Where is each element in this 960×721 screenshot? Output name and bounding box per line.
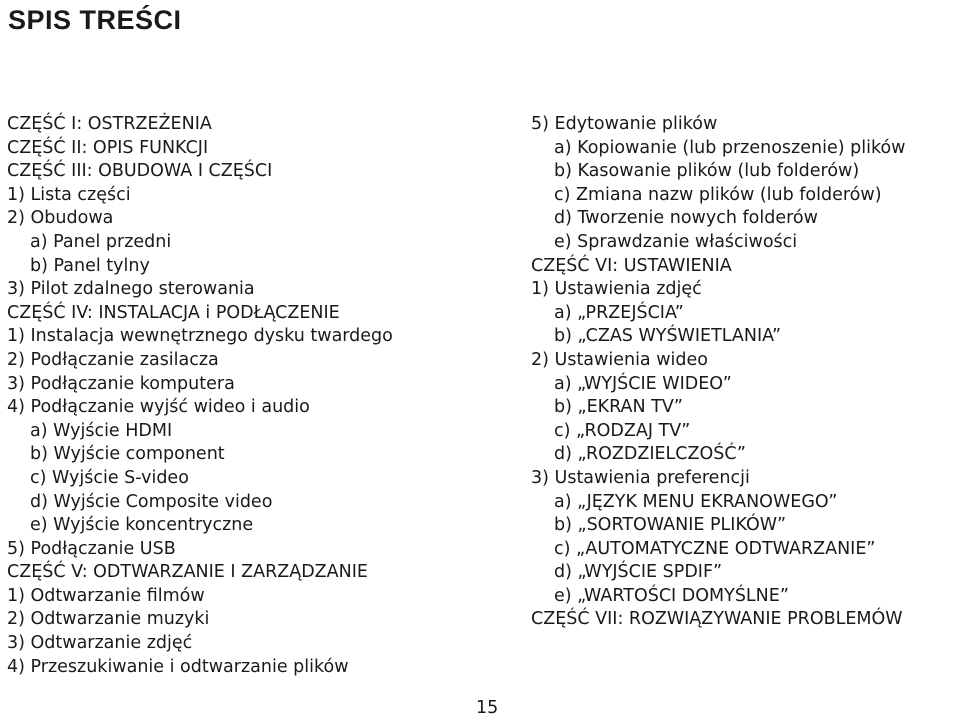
toc-entry: CZĘŚĆ I: OSTRZEŻENIA — [7, 114, 212, 134]
toc-entry: e) Sprawdzanie właściwości — [554, 231, 798, 252]
toc-left-column — [7, 113, 472, 679]
toc-entry: d) Wyjście Composite video — [30, 491, 273, 512]
toc-entry: CZĘŚĆ III: OBUDOWA I CZĘŚCI — [7, 161, 273, 182]
toc-entry: a) „JĘZYK MENU EKRANOWEGO” — [554, 491, 838, 512]
toc-entry: CZĘŚĆ VI: USTAWIENIA — [531, 255, 732, 276]
toc-entry: 1) Odtwarzanie filmów — [7, 585, 205, 606]
toc-entry: 4) Podłączanie wyjść wideo i audio — [7, 397, 310, 418]
toc-entry: 3) Odtwarzanie zdjęć — [7, 633, 193, 654]
toc-entry: 3) Podłączanie komputera — [7, 373, 235, 394]
toc-entry: d) „ROZDZIELCZOŚĆ” — [554, 444, 746, 465]
toc-entry: 5) Podłączanie USB — [7, 538, 176, 559]
toc-entry: c) Zmiana nazw plików (lub folderów) — [554, 184, 882, 205]
toc-entry: c) Wyjście S-video — [30, 467, 189, 488]
toc-entry: 1) Lista części — [7, 184, 131, 205]
toc-entry: a) Kopiowanie (lub przenoszenie) plików — [554, 137, 906, 158]
toc-entry: b) Kasowanie plików (lub folderów) — [554, 161, 860, 182]
toc-entry: 2) Odtwarzanie muzyki — [7, 609, 210, 630]
toc-entry: 5) Edytowanie plików — [531, 114, 718, 134]
toc-entry: a) „PRZEJŚCIA” — [554, 302, 684, 323]
toc-entry: c) „RODZAJ TV” — [554, 420, 691, 441]
toc-entry: 4) Przeszukiwanie i odtwarzanie plików — [7, 656, 349, 677]
toc-entry: 1) Instalacja wewnętrznego dysku twardego — [7, 326, 393, 347]
toc-entry: b) „EKRAN TV” — [554, 397, 683, 418]
toc-entry: 3) Ustawienia preferencji — [531, 467, 750, 488]
toc-entry: 2) Podłączanie zasilacza — [7, 349, 219, 370]
toc-entry: CZĘŚĆ VII: ROZWIĄZYWANIE PROBLEMÓW — [531, 609, 903, 630]
toc-entry: 1) Ustawienia zdjęć — [531, 279, 702, 300]
toc-entry: 3) Pilot zdalnego sterowania — [7, 279, 255, 300]
toc-entry: e) Wyjście koncentryczne — [30, 515, 254, 536]
toc-right-column — [531, 113, 956, 632]
toc-entry: CZĘŚĆ IV: INSTALACJA i PODŁĄCZENIE — [7, 302, 340, 323]
toc-entry: b) Panel tylny — [30, 255, 150, 276]
toc-entry: d) Tworzenie nowych folderów — [554, 208, 818, 229]
toc-entry: 2) Ustawienia wideo — [531, 349, 708, 370]
toc-entry: b) „CZAS WYŚWIETLANIA” — [554, 326, 782, 347]
toc-entry: c) „AUTOMATYCZNE ODTWARZANIE” — [554, 538, 876, 559]
toc-entry: e) „WARTOŚCI DOMYŚLNE” — [554, 585, 789, 606]
toc-entry: 2) Obudowa — [7, 208, 114, 229]
toc-entry: b) „SORTOWANIE PLIKÓW” — [554, 515, 787, 536]
toc-entry: a) Wyjście HDMI — [30, 420, 173, 441]
page-number: 15 — [476, 698, 499, 718]
toc-entry: a) „WYJŚCIE WIDEO” — [554, 373, 732, 394]
toc-entry: CZĘŚĆ II: OPIS FUNKCJI — [7, 137, 209, 158]
toc-entry: CZĘŚĆ V: ODTWARZANIE I ZARZĄDZANIE — [7, 562, 368, 583]
toc-entry: d) „WYJŚCIE SPDIF” — [554, 562, 723, 583]
toc-entry: b) Wyjście component — [30, 444, 225, 465]
toc-entry: a) Panel przedni — [30, 231, 172, 252]
page-title: SPIS TREŚCI — [8, 5, 182, 35]
